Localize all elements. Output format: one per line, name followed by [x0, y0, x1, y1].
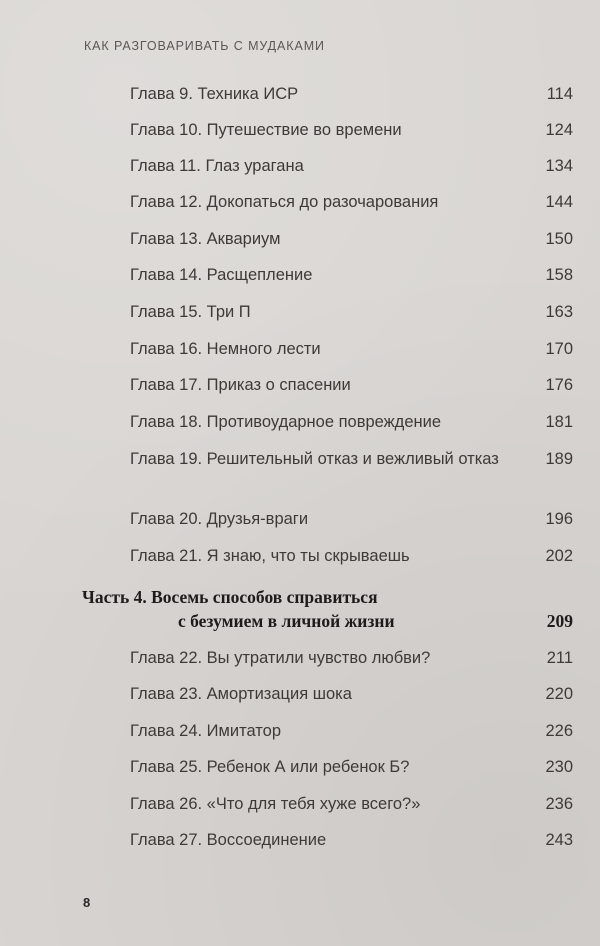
toc-entry-page: 211 — [546, 649, 573, 667]
toc-entry-title: Глава 14. Расщепление — [130, 266, 313, 284]
toc-entry-page: 170 — [545, 340, 573, 358]
toc-entry-chapter-10 — [130, 118, 573, 142]
toc-entry-page: 114 — [546, 85, 573, 103]
toc-entry-title: Глава 20. Друзья-враги — [130, 510, 309, 528]
toc-entry-title: Глава 22. Вы утратили чувство любви? — [130, 649, 431, 667]
toc-entry-chapter-18 — [130, 410, 573, 434]
toc-entry-title: Глава 24. Имитатор — [130, 722, 282, 740]
toc-entry-title: Глава 19. Решительный отказ и вежливый отказ — [130, 450, 499, 468]
toc-entry-chapter-11 — [130, 154, 573, 178]
toc-entry-chapter-12 — [130, 190, 573, 214]
toc-part-page: 209 — [546, 611, 573, 631]
toc-entry-title: Глава 12. Докопаться до разочарования — [130, 193, 439, 211]
toc-entry-chapter-21 — [130, 544, 573, 568]
toc-entry-chapter-25 — [130, 755, 573, 779]
toc-part-title-line2: с безумием в личной жизни — [178, 611, 395, 631]
toc-entry-page: 134 — [545, 157, 573, 175]
toc-entry-title: Глава 27. Воссоединение — [130, 831, 327, 849]
toc-entry-chapter-19 — [130, 447, 573, 471]
toc-entry-page: 150 — [545, 230, 573, 248]
toc-entry-chapter-14 — [130, 263, 573, 287]
page-number: 8 — [83, 895, 91, 910]
toc-entry-page: 181 — [545, 413, 573, 431]
toc-entry-page: 220 — [545, 685, 573, 703]
toc-entry-title: Глава 16. Немного лести — [130, 340, 321, 358]
toc-entry-chapter-9 — [130, 82, 573, 106]
toc-entry-title: Глава 11. Глаз урагана — [130, 157, 304, 175]
toc-entry-page: 230 — [545, 758, 573, 776]
toc-entry-page: 243 — [545, 831, 573, 849]
toc-entry-chapter-22 — [130, 646, 573, 670]
toc-entry-chapter-17 — [130, 373, 573, 397]
toc-entry-title: Глава 13. Аквариум — [130, 230, 281, 248]
toc-entry-title: Глава 17. Приказ о спасении — [130, 376, 351, 394]
toc-entry-title: Глава 18. Противоударное повреждение — [130, 413, 441, 431]
toc-entry-page: 236 — [545, 795, 573, 813]
toc-part-4 — [82, 585, 573, 633]
toc-entry-title: Глава 26. «Что для тебя хуже всего?» — [130, 795, 421, 813]
toc-entry-page: 202 — [545, 547, 573, 565]
toc-entry-page: 189 — [545, 450, 573, 468]
toc-entry-page: 158 — [545, 266, 573, 284]
toc-entry-chapter-24 — [130, 719, 573, 743]
toc-entry-chapter-15 — [130, 300, 573, 324]
toc-entry-page: 163 — [545, 303, 573, 321]
toc-entry-title: Глава 25. Ребенок А или ребенок Б? — [130, 758, 410, 776]
toc-entry-chapter-20 — [130, 507, 573, 531]
toc-entry-chapter-23 — [130, 682, 573, 706]
toc-entry-title: Глава 21. Я знаю, что ты скрываешь — [130, 547, 410, 565]
toc-entry-title: Глава 15. Три П — [130, 303, 251, 321]
toc-entry-title: Глава 23. Амортизация шока — [130, 685, 352, 703]
toc-entry-page: 196 — [545, 510, 573, 528]
toc-entry-page: 176 — [545, 376, 573, 394]
toc-entry-page: 226 — [545, 722, 573, 740]
toc-entry-page: 144 — [545, 193, 573, 211]
toc-entry-chapter-13 — [130, 227, 573, 251]
toc-entry-title: Глава 9. Техника ИСР — [130, 85, 299, 103]
toc-entry-page: 124 — [545, 121, 573, 139]
toc-entry-chapter-27 — [130, 828, 573, 852]
running-head: КАК РАЗГОВАРИВАТЬ С МУДАКАМИ — [84, 39, 325, 53]
toc-part-title-line1: Часть 4. Восемь способов справиться — [82, 587, 378, 607]
toc-entry-chapter-26 — [130, 792, 573, 816]
toc-entry-title: Глава 10. Путешествие во времени — [130, 121, 402, 139]
toc-entry-chapter-16 — [130, 337, 573, 361]
